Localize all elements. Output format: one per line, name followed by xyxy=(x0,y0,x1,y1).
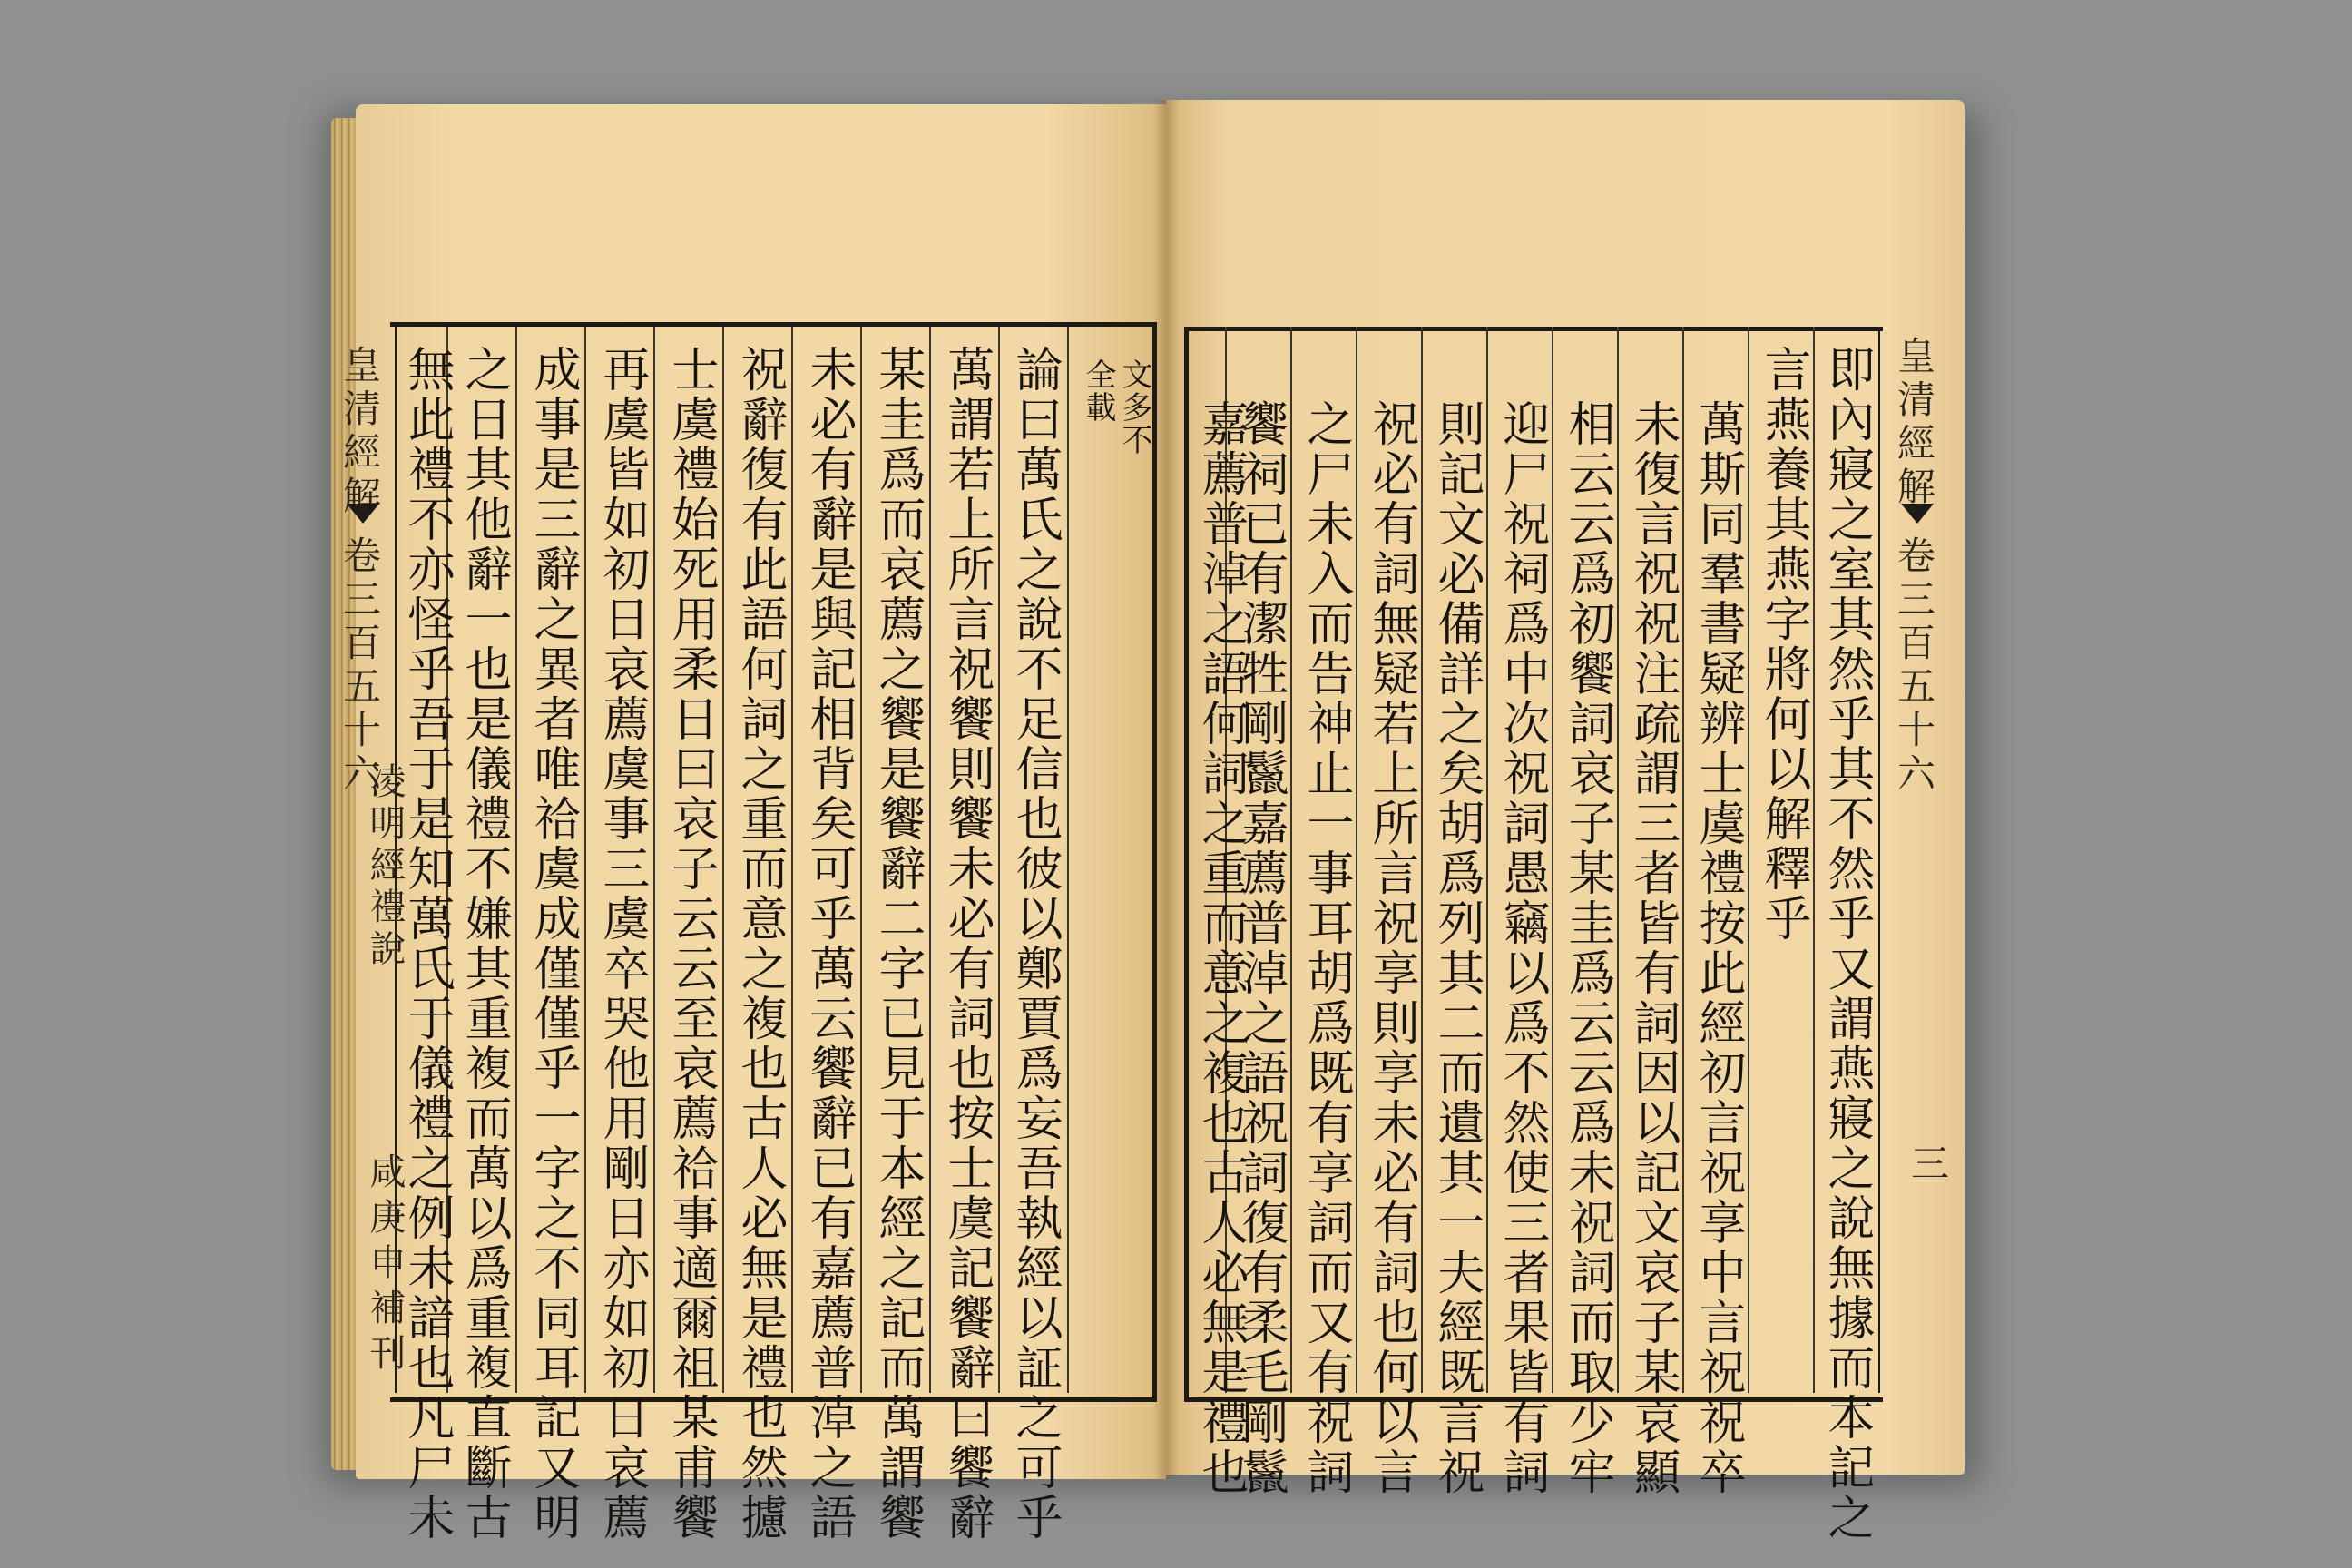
right-margin-volume: 卷三百五十六 xyxy=(1892,535,1936,797)
left-margin-title: 皇清經解 xyxy=(338,345,382,519)
right-column-6: 迎尸祝祠爲中次祝詞愚竊以爲不然使三者果皆有詞 xyxy=(1494,399,1549,1497)
left-margin-footer: 咸庚申補刊 xyxy=(364,1152,406,1379)
right-column-1: 即內寢之室其然乎其不然乎又謂燕寢之說無據而本記之 xyxy=(1819,345,1874,1543)
right-column-3: 萬斯同羣書疑辨士虞禮按此經初言祝享中言祝祝卒 xyxy=(1690,399,1745,1497)
left-column-7: 再虞皆如初日哀薦虞事三虞卒哭他用剛日亦如初日哀薦 xyxy=(594,345,649,1543)
right-column-5: 相云云爲初饗詞哀子某圭爲云云爲未祝詞而取少牢 xyxy=(1560,399,1614,1497)
left-margin-volume: 卷三百五十六 xyxy=(338,535,382,797)
right-column-9: 之尸未入而告神止一事耳胡爲既有享詞而又有祝詞 xyxy=(1298,399,1353,1497)
right-column-2: 言燕養其燕字將何以解釋乎 xyxy=(1756,345,1810,944)
right-margin-title: 皇清經解 xyxy=(1892,336,1936,510)
left-column-4: 未必有辭是與記相背矣可乎萬云饗辭已有嘉薦普淖之語 xyxy=(801,345,856,1543)
left-column-6: 士虞禮始死用柔日曰哀子云云至哀薦祫事適爾祖某甫饗 xyxy=(663,345,718,1543)
fishtail-mark-right xyxy=(1901,504,1934,524)
right-column-4: 未復言祝祝注疏謂三者皆有詞因以記文哀子某哀顯 xyxy=(1625,399,1680,1497)
left-column-5: 祝辭復有此語何詞之重而意之複也古人必無是禮也然攄 xyxy=(732,345,787,1543)
left-column-9: 之日其他辭一也是儀禮不嫌其重複而萬以爲重複直斷古 xyxy=(456,345,511,1543)
right-column-10: 饗祠已有潔牲剛鬣嘉薦普淖之語祝詞復有柔毛剛鬣 xyxy=(1233,399,1288,1497)
left-column-1: 論曰萬氏之說不足信也彼以鄭賈爲妄吾執經以証之可乎 xyxy=(1007,345,1062,1543)
left-column-8: 成事是三辭之異者唯祫虞成僅僅乎一字之不同耳記又明 xyxy=(525,345,580,1543)
left-column-2: 萬謂若上所言祝饗則饗未必有詞也按士虞記饗辭曰饗辭 xyxy=(939,345,994,1543)
right-column-7: 則記文必備詳之矣胡爲列其二而遺其一夫經既言祝 xyxy=(1429,399,1484,1497)
left-margin-author: 凌明經禮說 xyxy=(364,762,406,971)
left-column-10: 無此禮不亦怪乎吾于是知萬氏于儀禮之例未諳也凡尸未 xyxy=(399,345,454,1543)
left-column-3: 某圭爲而哀薦之饗是饗辭二字已見于本經之記而萬謂饗 xyxy=(870,345,925,1543)
right-column-8: 祝必有詞無疑若上所言祝享則享未必有詞也何以言 xyxy=(1364,399,1418,1497)
fishtail-mark xyxy=(347,504,379,524)
right-margin-page-number: 三 xyxy=(1906,1143,1950,1181)
editorial-note: 文多不全載 xyxy=(1080,358,1152,456)
right-column-11: 嘉薦普淖之語何詞之重而意之複也古人必無是禮也 xyxy=(1193,399,1248,1497)
